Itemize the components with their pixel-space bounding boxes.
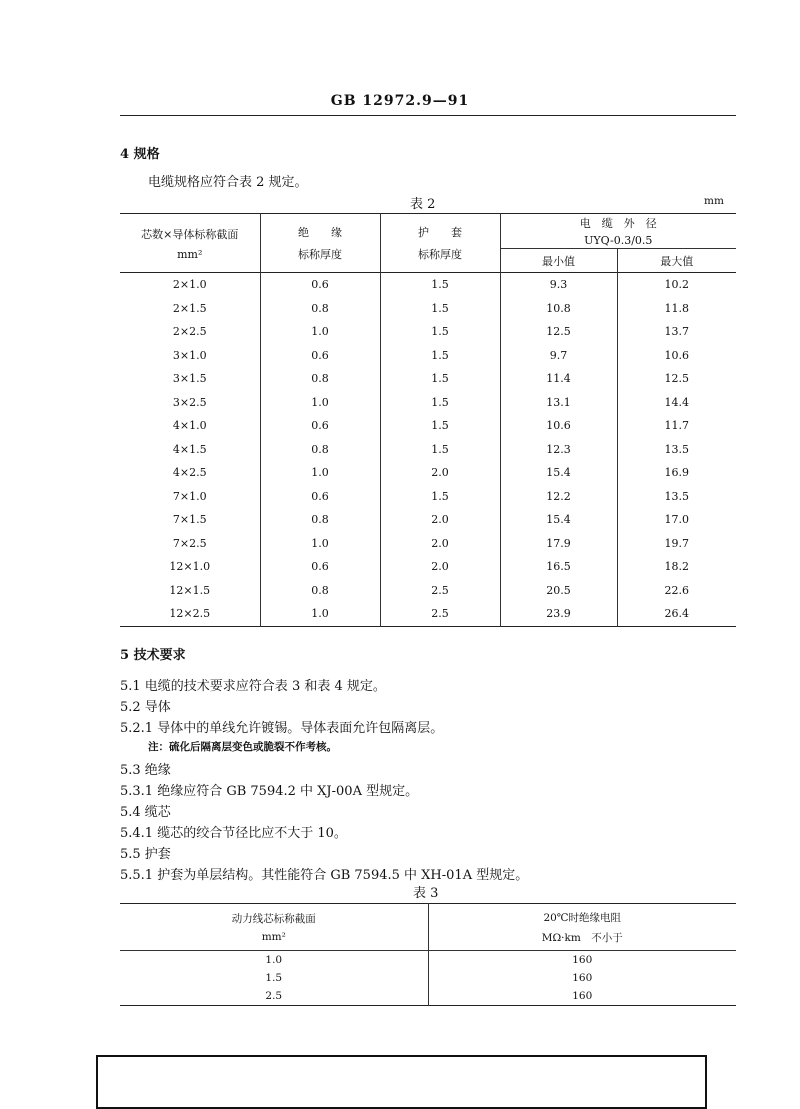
table-cell: 16.9 [664,466,689,480]
col-header-insulation [260,214,380,273]
table-cell: 160 [572,972,593,984]
clause-5-3: 5.3 绝缘 [120,763,171,778]
table-cell: 1.0 [260,320,380,344]
t3-col-header-section [120,904,428,951]
table-cell: 0.8 [260,438,380,462]
table-cell: 19.7 [664,536,689,550]
table-cell: 2.5 [380,579,500,603]
table-row [120,951,736,970]
table-cell: 12.2 [500,485,617,509]
table-cell: 1.5 [380,297,500,321]
table-cell: 1.0 [260,602,380,626]
table-cell: 12×1.0 [120,555,260,579]
table-row [120,414,736,438]
table-cell: 0.8 [260,367,380,391]
table-cell: 13.5 [664,489,689,503]
table-cell: 22.6 [664,583,689,597]
section-4-heading: 4 规格 [120,147,160,162]
table-2 [120,213,736,627]
col-header-cores [120,214,260,273]
section-4-intro: 电缆规格应符合表 2 规定。 [148,175,308,190]
table-cell: 2.5 [120,987,428,1006]
table-row [120,297,736,321]
col-header-insulation-line1: 绝 缘 [298,226,342,239]
table-cell: 3×1.0 [120,344,260,368]
table-cell: 18.2 [664,560,689,574]
table-cell: 0.8 [260,508,380,532]
table-cell: 160 [572,990,593,1002]
table-cell: 14.4 [664,395,689,409]
col-header-outer-diameter [500,214,736,249]
table-cell: 13.1 [500,391,617,415]
col-header-insulation-line2: 标称厚度 [298,248,342,261]
table-cell: 13.5 [664,442,689,456]
table-row [120,987,736,1006]
col-header-sheath-line1: 护 套 [418,226,462,239]
table-cell: 11.8 [664,301,689,315]
table-row [120,555,736,579]
table-2-caption: 表 2 [410,197,436,212]
table-cell: 13.7 [664,325,689,339]
col-header-cores-unit: mm² [177,247,203,261]
table-row [120,367,736,391]
table-row [120,485,736,509]
table-cell: 16.5 [500,555,617,579]
table-cell: 12.5 [500,320,617,344]
table-cell: 1.5 [380,391,500,415]
table-3-caption: 表 3 [413,886,439,901]
table-cell: 1.5 [380,273,500,297]
table-2-unit: mm [704,195,724,207]
col-header-model: UYQ-0.3/0.5 [584,234,653,247]
standard-number: GB 12972.9—91 [330,93,470,109]
table-row [120,391,736,415]
table-cell: 4×1.0 [120,414,260,438]
table-cell: 12×2.5 [120,602,260,626]
table-cell: 20.5 [500,579,617,603]
table-cell: 15.4 [500,461,617,485]
table-cell: 7×2.5 [120,532,260,556]
table-row [120,438,736,462]
table-cell: 9.7 [500,344,617,368]
table-cell: 0.6 [260,485,380,509]
table-cell: 1.0 [120,951,428,970]
table-cell: 12×1.5 [120,579,260,603]
table-cell: 2.0 [380,508,500,532]
table-cell: 7×1.0 [120,485,260,509]
table-row [120,344,736,368]
table-cell: 10.6 [664,348,689,362]
table-cell: 2.5 [380,602,500,626]
table-row [120,461,736,485]
clause-5-4-1: 5.4.1 缆芯的绞合节径比应不大于 10。 [120,826,347,841]
col-header-sheath-line2: 标称厚度 [418,248,462,261]
table-row [120,532,736,556]
table-cell: 0.8 [260,579,380,603]
t3-col-header-resistance-line1: 20℃时绝缘电阻 [543,911,622,924]
table-row [120,320,736,344]
table-row [120,273,736,297]
table-cell: 12.3 [500,438,617,462]
table-cell: 1.5 [380,367,500,391]
table-cell: 2×2.5 [120,320,260,344]
table-cell: 3×2.5 [120,391,260,415]
table-cell: 0.6 [260,344,380,368]
table-cell: 1.5 [380,344,500,368]
table-2-body [120,273,736,627]
table-cell: 15.4 [500,508,617,532]
table-cell: 2.0 [380,532,500,556]
table-cell: 12.5 [664,372,689,386]
col-header-cores-label: 芯数×导体标称截面 [141,227,239,241]
table-cell: 3×1.5 [120,367,260,391]
table-row [120,602,736,626]
clause-5-3-1: 5.3.1 绝缘应符合 GB 7594.2 中 XJ-00A 型规定。 [120,784,419,799]
t3-col-header-section-unit: mm² [261,931,286,943]
table-cell: 2.0 [380,461,500,485]
table-cell: 2×1.0 [120,273,260,297]
table-cell: 7×1.5 [120,508,260,532]
table-cell: 9.3 [500,273,617,297]
note: 注：硫化后隔离层变色或脆裂不作考核。 [148,741,337,753]
col-header-max: 最大值 [660,254,694,268]
table-cell: 0.6 [260,414,380,438]
table-cell: 10.2 [664,278,689,292]
table-cell: 4×2.5 [120,461,260,485]
table-cell: 0.8 [260,297,380,321]
table-cell: 11.4 [500,367,617,391]
table-cell: 17.0 [664,513,689,527]
table-cell: 11.7 [664,419,689,433]
table-cell: 10.8 [500,297,617,321]
clause-5-1: 5.1 电缆的技术要求应符合表 3 和表 4 规定。 [120,679,386,694]
table-cell: 1.0 [260,391,380,415]
col-header-min: 最小值 [500,249,617,273]
footer-box [96,1055,707,1109]
table-row [120,508,736,532]
table-cell: 160 [572,954,593,966]
table-cell: 1.5 [380,485,500,509]
table-cell: 2×1.5 [120,297,260,321]
table-cell: 23.9 [500,602,617,626]
table-cell: 1.5 [380,438,500,462]
header-rule [120,115,736,116]
table-row [120,969,736,987]
clause-5-2-1: 5.2.1 导体中的单线允许镀锡。导体表面允许包隔离层。 [120,721,444,736]
table-cell: 10.6 [500,414,617,438]
table-cell: 1.0 [260,532,380,556]
clause-5-5: 5.5 护套 [120,847,171,862]
col-header-outer-diameter-label: 电 缆 外 径 [579,217,657,230]
section-5-heading: 5 技术要求 [120,648,186,663]
table-cell: 0.6 [260,555,380,579]
table-cell: 1.0 [260,461,380,485]
table-cell: 4×1.5 [120,438,260,462]
clause-5-5-1: 5.5.1 护套为单层结构。其性能符合 GB 7594.5 中 XH-01A 型规定。 [120,868,529,883]
table-cell: 1.5 [380,414,500,438]
table-3-body [120,951,736,1006]
table-cell: 1.5 [120,969,428,987]
t3-col-header-resistance [428,904,736,951]
col-header-sheath [380,214,500,273]
table-cell: 26.4 [664,607,689,621]
table-cell: 17.9 [500,532,617,556]
table-cell: 0.6 [260,273,380,297]
table-cell: 2.0 [380,555,500,579]
clause-5-2: 5.2 导体 [120,700,171,715]
t3-col-header-resistance-line2: MΩ·km 不小于 [541,931,623,944]
clause-5-4: 5.4 缆芯 [120,805,171,820]
table-3 [120,903,736,1006]
table-cell: 1.5 [380,320,500,344]
t3-col-header-section-line1: 动力线芯标称截面 [231,913,316,925]
table-row [120,579,736,603]
